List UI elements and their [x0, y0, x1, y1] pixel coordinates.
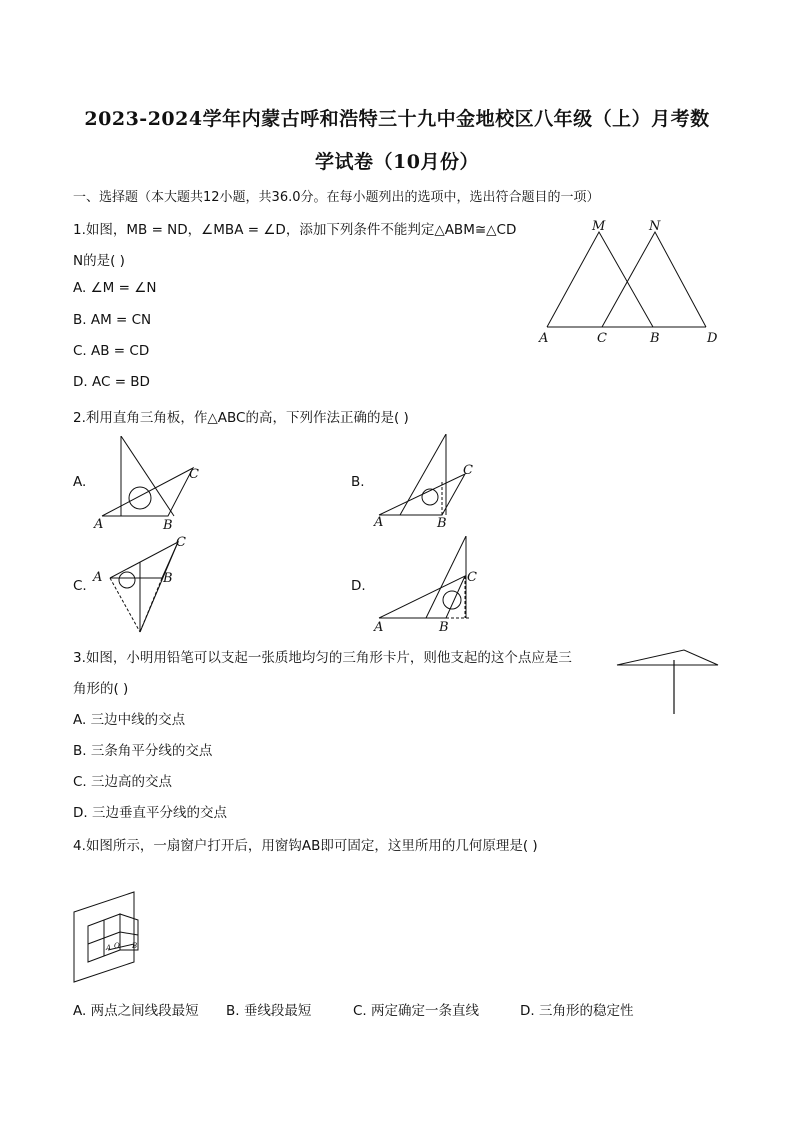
q1-option-c: C. AB = CD [73, 343, 150, 359]
q1-label-n: N [649, 219, 661, 234]
q2d-label-c: C [467, 570, 477, 585]
q1-label-c: C [597, 331, 607, 346]
q1-option-d: D. AC = BD [73, 374, 150, 390]
q2a-label-a: A [94, 517, 104, 532]
q1-option-a: A. ∠M = ∠N [73, 280, 157, 296]
q3-stem-line2: 角形的( ) [73, 681, 129, 697]
q1-stem-line2: N的是( ) [73, 253, 125, 269]
q2a-label-b: B [163, 518, 173, 533]
q1-label-b: B [650, 331, 660, 346]
q4-window-figure [72, 890, 148, 986]
q4-option-b: B. 垂线段最短 [226, 1003, 312, 1019]
exam-title-line2: 学试卷（10月份） [315, 151, 479, 173]
q2-stem: 2.利用直角三角板，作△ABC的高，下列作法正确的是( ) [73, 410, 409, 426]
q2c-label-a: A [93, 570, 103, 585]
q2-option-d: D. [351, 578, 366, 594]
q1-label-m: M [592, 219, 606, 234]
q4-label-b: B [132, 942, 138, 950]
q3-figure [614, 646, 724, 718]
q2c-label-c: C [176, 535, 186, 550]
q4-option-c: C. 两定确定一条直线 [353, 1003, 480, 1019]
q3-option-d: D. 三边垂直平分线的交点 [73, 805, 227, 821]
q3-stem-line1: 3.如图，小明用铅笔可以支起一张质地均匀的三角形卡片，则他支起的这个点应是三 [73, 650, 572, 666]
q4-option-a: A. 两点之间线段最短 [73, 1003, 199, 1019]
q2-option-b: B. [351, 474, 365, 490]
section-heading: 一、选择题（本大题共12小题，共36.0分。在每小题列出的选项中，选出符合题目的一项） [73, 190, 600, 205]
q2-figure-d [370, 536, 500, 636]
q2-option-c: C. [73, 578, 87, 594]
q2c-label-b: B [163, 571, 173, 586]
q2b-label-c: C [463, 463, 473, 478]
q4-option-d: D. 三角形的稳定性 [520, 1003, 634, 1019]
q2-figure-b [370, 434, 500, 534]
q3-option-b: B. 三条角平分线的交点 [73, 743, 213, 759]
q2d-label-b: B [439, 620, 449, 635]
q2b-label-b: B [437, 516, 447, 531]
q1-label-a: A [539, 331, 549, 346]
q3-option-a: A. 三边中线的交点 [73, 712, 186, 728]
q2a-label-c: C [189, 467, 199, 482]
q2b-label-a: A [374, 515, 384, 530]
exam-title-line1: 2023-2024学年内蒙古呼和浩特三十九中金地校区八年级（上）月考数 [84, 108, 710, 130]
q2-figure-a [90, 436, 220, 536]
q4-label-a: A [106, 944, 112, 952]
q1-stem-line1: 1.如图，MB = ND，∠MBA = ∠D，添加下列条件不能判定△ABM≅△CD [73, 222, 517, 238]
q3-option-c: C. 三边高的交点 [73, 774, 173, 790]
q2-figure-c [90, 534, 220, 636]
q1-figure [530, 214, 730, 349]
q2d-label-a: A [374, 620, 384, 635]
q1-option-b: B. AM = CN [73, 312, 152, 328]
q4-stem: 4.如图所示，一扇窗户打开后，用窗钩AB即可固定，这里所用的几何原理是( ) [73, 838, 538, 854]
q2-option-a: A. [73, 474, 87, 490]
q4-label-o: O [114, 942, 120, 950]
q1-label-d: D [707, 331, 718, 346]
